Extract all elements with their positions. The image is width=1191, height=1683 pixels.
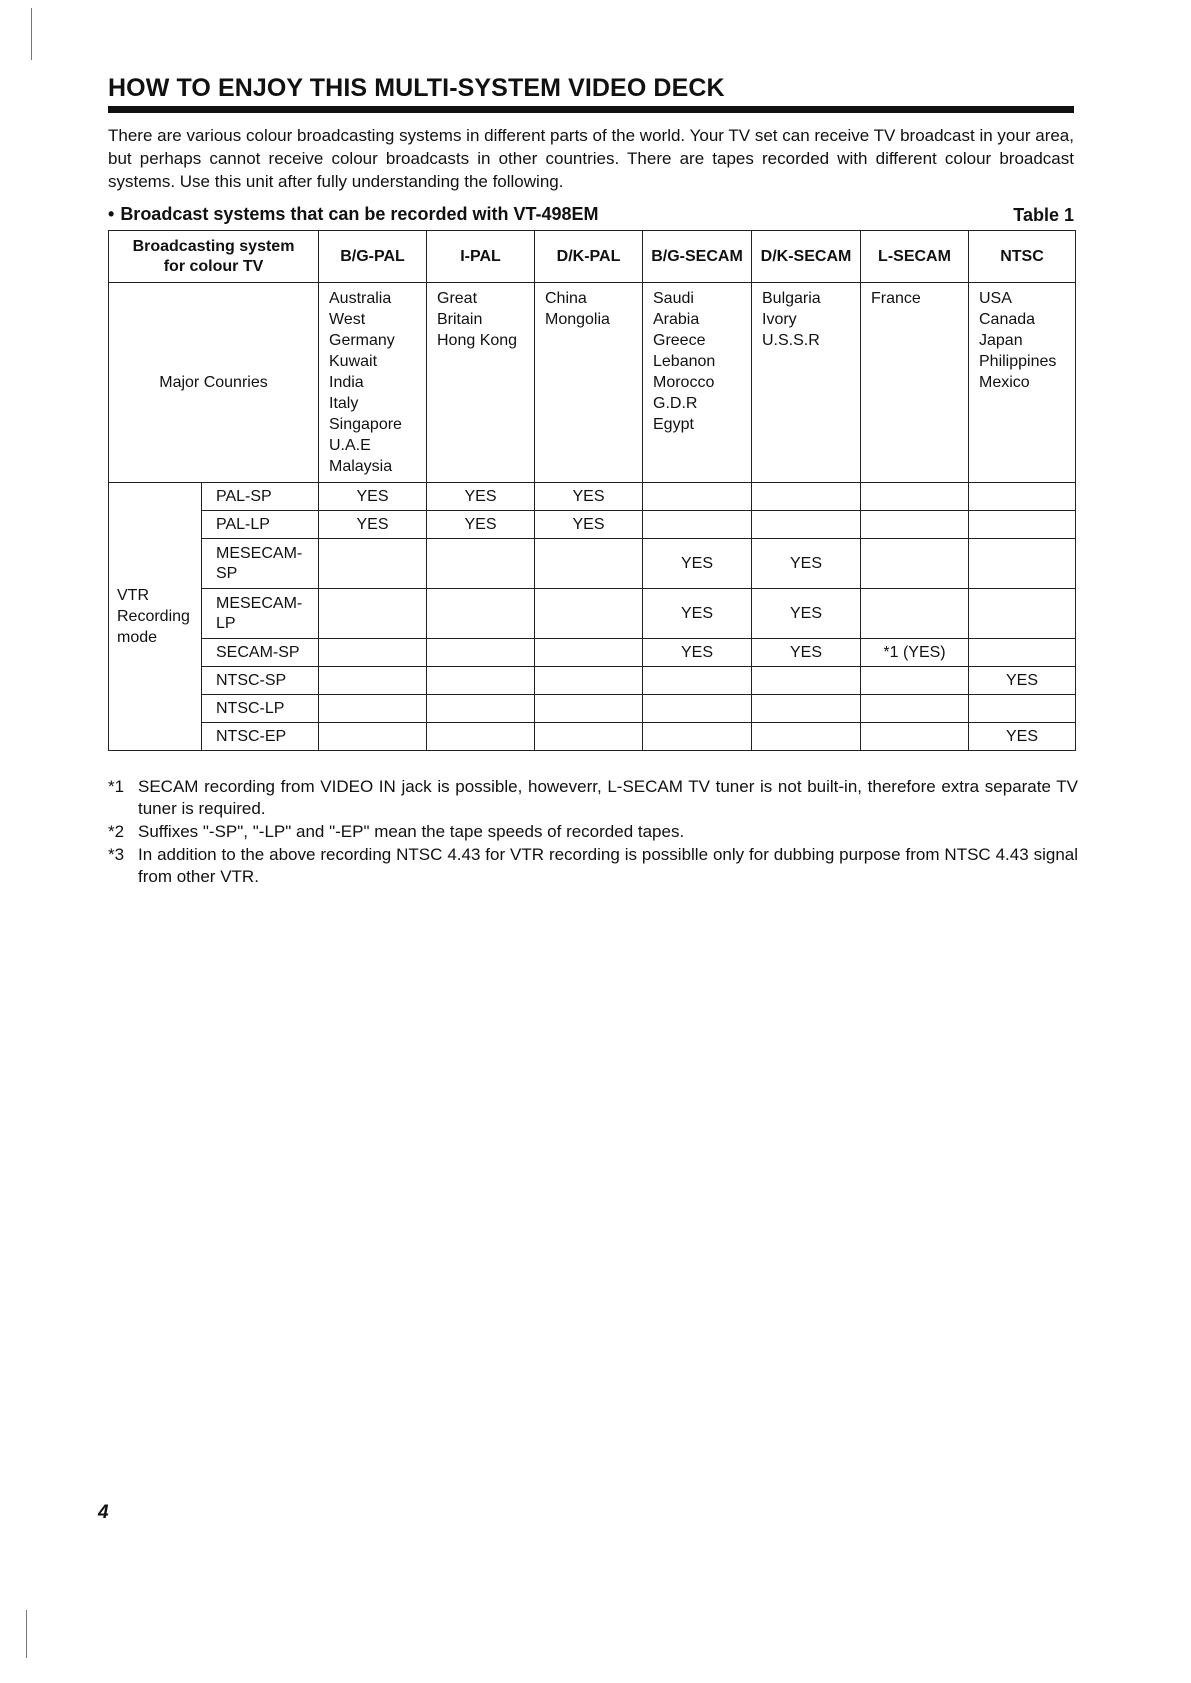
cell-value — [427, 723, 535, 751]
country-name: Germany — [329, 332, 395, 349]
mode-label-line: LP — [216, 614, 236, 632]
country-name: Hong Kong — [437, 332, 518, 349]
col-header-d-k-secam: D/K-SECAM — [752, 231, 861, 283]
cell-value — [427, 589, 535, 639]
footnote-mark: *3 — [108, 845, 125, 864]
cell-value — [861, 483, 969, 511]
cell-value — [319, 539, 427, 589]
mode-label-line: PAL-SP — [216, 487, 272, 505]
mode-row-pal-sp — [109, 483, 1076, 511]
mode-label — [202, 589, 319, 639]
country-name: India — [329, 374, 364, 391]
col-header-d-k-pal: D/K-PAL — [535, 231, 643, 283]
cell-value: *1 (YES) — [861, 639, 969, 667]
mode-label — [202, 695, 319, 723]
country-name: Kuwait — [329, 353, 378, 370]
country-name: Egypt — [653, 416, 694, 433]
cell-value — [969, 483, 1076, 511]
cell-value: YES — [969, 667, 1076, 695]
intro-paragraph: There are various colour broadcasting systems in different parts of the world. Your TV set can receive TV broadcast in your area, but perhaps cannot receive colour broadcasts in other countries. There are tapes recorded with different colour broadcast systems. Use this unit after fully understanding the following. — [108, 126, 1074, 191]
footnote-mark: *1 — [108, 777, 125, 796]
cell-value — [643, 723, 752, 751]
cell-value — [861, 695, 969, 723]
header-label-stack — [109, 237, 318, 277]
country-name: Great — [437, 290, 478, 307]
mode-label — [202, 483, 319, 511]
cell-value — [427, 695, 535, 723]
countries-label: Major Counries — [109, 283, 319, 483]
col-header-i-pal: I-PAL — [427, 231, 535, 283]
cell-value — [752, 483, 861, 511]
col-header-l-secam: L-SECAM — [861, 231, 969, 283]
col-header-b-g-pal: B/G-PAL — [319, 231, 427, 283]
header-label-line: for colour TV — [163, 257, 264, 275]
cell-value — [535, 723, 643, 751]
cell-value — [752, 723, 861, 751]
cell-value: YES — [643, 639, 752, 667]
table-header-row — [109, 231, 1076, 283]
cell-value — [861, 589, 969, 639]
cell-value: YES — [535, 511, 643, 539]
cell-value — [969, 695, 1076, 723]
mode-row-pal-lp — [109, 511, 1076, 539]
cell-value: YES — [752, 589, 861, 639]
countries-d-k-pal — [535, 283, 643, 483]
vtr-recording-mode-label — [109, 483, 202, 751]
mode-row-ntsc-lp — [109, 695, 1076, 723]
mode-row-ntsc-ep — [109, 723, 1076, 751]
cell-value — [752, 511, 861, 539]
cell-value — [969, 639, 1076, 667]
mode-row-secam-sp — [109, 639, 1076, 667]
countries-i-pal — [427, 283, 535, 483]
footnote-3 — [108, 844, 1078, 888]
scan-margin-mark-bottom — [26, 1610, 27, 1658]
country-name: Morocco — [653, 374, 715, 391]
page-title: HOW TO ENJOY THIS MULTI-SYSTEM VIDEO DECK — [108, 74, 725, 102]
cell-value — [319, 589, 427, 639]
mode-label-line: NTSC-LP — [216, 699, 285, 717]
broadcast-systems-table — [108, 230, 1076, 751]
footnotes — [108, 776, 1078, 889]
cell-value — [643, 695, 752, 723]
footnote-1 — [108, 776, 1078, 820]
countries-d-k-secam — [752, 283, 861, 483]
countries-ntsc — [969, 283, 1076, 483]
mode-group-line: mode — [117, 629, 158, 646]
mode-label — [202, 539, 319, 589]
country-name: Ivory — [762, 311, 797, 328]
scan-margin-mark-top — [31, 8, 32, 60]
country-name: Canada — [979, 311, 1036, 328]
mode-group-line: VTR — [117, 587, 149, 604]
cell-value — [535, 695, 643, 723]
cell-value — [319, 667, 427, 695]
cell-value — [427, 667, 535, 695]
cell-value: YES — [535, 483, 643, 511]
cell-value — [969, 539, 1076, 589]
footnote-2 — [108, 821, 1078, 843]
cell-value — [535, 639, 643, 667]
cell-value — [319, 639, 427, 667]
cell-value: YES — [427, 483, 535, 511]
cell-value: YES — [319, 483, 427, 511]
footnote-mark: *2 — [108, 822, 125, 841]
mode-row-mesecam-sp — [109, 539, 1076, 589]
country-name: Singapore — [329, 416, 402, 433]
country-name: Philippines — [979, 353, 1057, 370]
section-heading-text: Broadcast systems that can be recorded with VT-498EM — [120, 204, 599, 224]
col-header-ntsc: NTSC — [969, 231, 1076, 283]
cell-value — [752, 695, 861, 723]
country-name: Australia — [329, 290, 392, 307]
cell-value — [427, 639, 535, 667]
country-name: G.D.R — [653, 395, 698, 412]
country-name: USA — [979, 290, 1012, 307]
page-number: 4 — [98, 1502, 109, 1523]
country-name: U.S.S.R — [762, 332, 820, 349]
country-name: Mexico — [979, 374, 1030, 391]
country-name: Italy — [329, 395, 359, 412]
cell-value — [643, 511, 752, 539]
mode-label — [202, 639, 319, 667]
country-name: Japan — [979, 332, 1023, 349]
cell-value — [319, 695, 427, 723]
header-label-line: Broadcasting system — [132, 237, 295, 255]
country-name: France — [871, 290, 921, 307]
country-name: Bulgaria — [762, 290, 821, 307]
footnote-text: In addition to the above recording NTSC 4.43 for VTR recording is possiblle only for dubbing purpose from NTSC 4.43 signal from other VTR. — [138, 845, 1078, 886]
country-name: Mongolia — [545, 311, 610, 328]
cell-value — [861, 539, 969, 589]
country-name: Britain — [437, 311, 483, 328]
table-label: Table 1 — [1013, 205, 1074, 225]
mode-label — [202, 511, 319, 539]
cell-value: YES — [643, 589, 752, 639]
mode-label-line: MESECAM- — [216, 594, 303, 612]
cell-value — [752, 667, 861, 695]
cell-value: YES — [319, 511, 427, 539]
section-heading — [108, 204, 1074, 225]
mode-label-line: NTSC-EP — [216, 727, 287, 745]
cell-value — [969, 511, 1076, 539]
countries-row — [109, 283, 1076, 483]
country-name: Saudi — [653, 290, 694, 307]
cell-value — [427, 539, 535, 589]
cell-value: YES — [752, 639, 861, 667]
country-name: West — [329, 311, 366, 328]
cell-value — [643, 667, 752, 695]
cell-value — [643, 483, 752, 511]
cell-value — [861, 723, 969, 751]
country-name: Malaysia — [329, 458, 393, 475]
mode-label-line: SP — [216, 564, 238, 582]
mode-label — [202, 667, 319, 695]
mode-label-line: SECAM-SP — [216, 643, 300, 661]
countries-b-g-pal — [319, 283, 427, 483]
footnote-text: Suffixes "-SP", "-LP" and "-EP" mean the tape speeds of recorded tapes. — [138, 822, 685, 841]
mode-label-line: PAL-LP — [216, 515, 270, 533]
mode-label-line: NTSC-SP — [216, 671, 287, 689]
title-rule — [108, 106, 1074, 113]
country-name: Arabia — [653, 311, 700, 328]
country-name: China — [545, 290, 587, 307]
cell-value — [535, 589, 643, 639]
cell-value — [535, 667, 643, 695]
cell-value: YES — [969, 723, 1076, 751]
mode-label-line: MESECAM- — [216, 544, 303, 562]
header-broadcasting-system — [109, 231, 319, 283]
mode-label — [202, 723, 319, 751]
cell-value — [535, 539, 643, 589]
mode-group-line: Recording — [117, 608, 190, 625]
footnote-text: SECAM recording from VIDEO IN jack is possible, howeverr, L-SECAM TV tuner is not built-in, therefore extra separate TV tuner is required. — [138, 777, 1078, 818]
cell-value — [861, 667, 969, 695]
country-name: U.A.E — [329, 437, 371, 454]
mode-row-ntsc-sp — [109, 667, 1076, 695]
cell-value: YES — [752, 539, 861, 589]
country-name: Lebanon — [653, 353, 716, 370]
cell-value — [319, 723, 427, 751]
country-name: Greece — [653, 332, 706, 349]
cell-value: YES — [427, 511, 535, 539]
table-body — [109, 283, 1076, 751]
cell-value — [969, 589, 1076, 639]
mode-row-mesecam-lp — [109, 589, 1076, 639]
cell-value — [861, 511, 969, 539]
bullet-icon: • — [108, 204, 115, 224]
countries-b-g-secam — [643, 283, 752, 483]
col-header-b-g-secam: B/G-SECAM — [643, 231, 752, 283]
countries-l-secam — [861, 283, 969, 483]
cell-value: YES — [643, 539, 752, 589]
